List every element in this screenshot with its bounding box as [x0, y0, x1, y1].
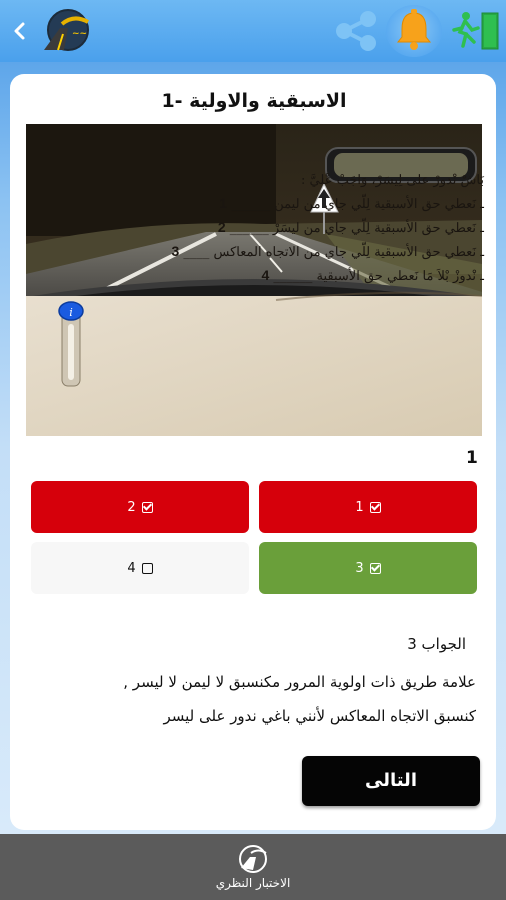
question-title: الاسبقية والاولية -1: [161, 90, 347, 112]
nav-label: الاختبار النظري: [215, 876, 291, 890]
nav-theory-test[interactable]: [203, 842, 303, 894]
question-option: ـ نَعطي حق الأسبقية لِلّي جاي من الاتجاه المعاكس ____ 3: [171, 243, 484, 260]
svg-text:i: i: [69, 306, 73, 319]
question-prompt: بَاشْ نْدورْ على لِيسَرْ، وَاجَبْ عْليَّ :: [301, 173, 484, 188]
share-button[interactable]: [330, 10, 382, 52]
zoom-slider[interactable]: [59, 302, 83, 386]
answer-label: 2: [127, 499, 136, 515]
explanation-line: كنسبق الاتجاه المعاكس لأنني باغي ندور على ليسر: [163, 707, 476, 725]
back-button[interactable]: [6, 16, 34, 46]
question-option: ـ نَعطي حق الأسبقية لِلّي جاي من ليسَرْ ______ 2: [217, 219, 484, 236]
exit-door-icon: [448, 8, 502, 54]
answer-button-1[interactable]: [259, 481, 477, 533]
road-logo-icon: [38, 6, 94, 56]
next-button[interactable]: التالى: [302, 756, 480, 806]
notifications-button[interactable]: [386, 5, 442, 57]
answer-title: الجواب 3: [407, 635, 466, 653]
answer-label: 4: [127, 560, 136, 576]
answer-label: 3: [355, 560, 364, 576]
checkbox-checked-icon: [370, 563, 381, 574]
answer-label: 1: [355, 499, 364, 515]
bell-icon: [386, 5, 442, 57]
share-icon: [330, 10, 382, 52]
question-number: 1: [466, 448, 478, 468]
app-logo: [38, 6, 94, 56]
checkbox-checked-icon: [142, 502, 153, 513]
answer-button-4[interactable]: [31, 542, 249, 594]
answer-button-2[interactable]: [31, 481, 249, 533]
question-option: ـ نْدوزْ بْلاَ مَا نَعطي حق الأسبقية ______ 4: [261, 267, 484, 284]
driving-theory-icon: [237, 844, 269, 874]
checkbox-checked-icon: [370, 502, 381, 513]
chevron-left-icon: [6, 16, 34, 46]
answer-explanation: [46, 665, 476, 733]
answer-button-3[interactable]: [259, 542, 477, 594]
question-option: ـ نَعطي حق الأسبقية لِلّي جاي من ليمن ______ 1: [219, 195, 484, 212]
exit-button[interactable]: [448, 8, 502, 54]
explanation-line: علامة طريق ذات اولوية المرور مكنسبق لا ليمن لا ليسر ,: [123, 673, 476, 691]
svg-text:~~: ~~: [72, 29, 88, 39]
checkbox-empty-icon: [142, 563, 153, 574]
question-text: [104, 170, 484, 288]
